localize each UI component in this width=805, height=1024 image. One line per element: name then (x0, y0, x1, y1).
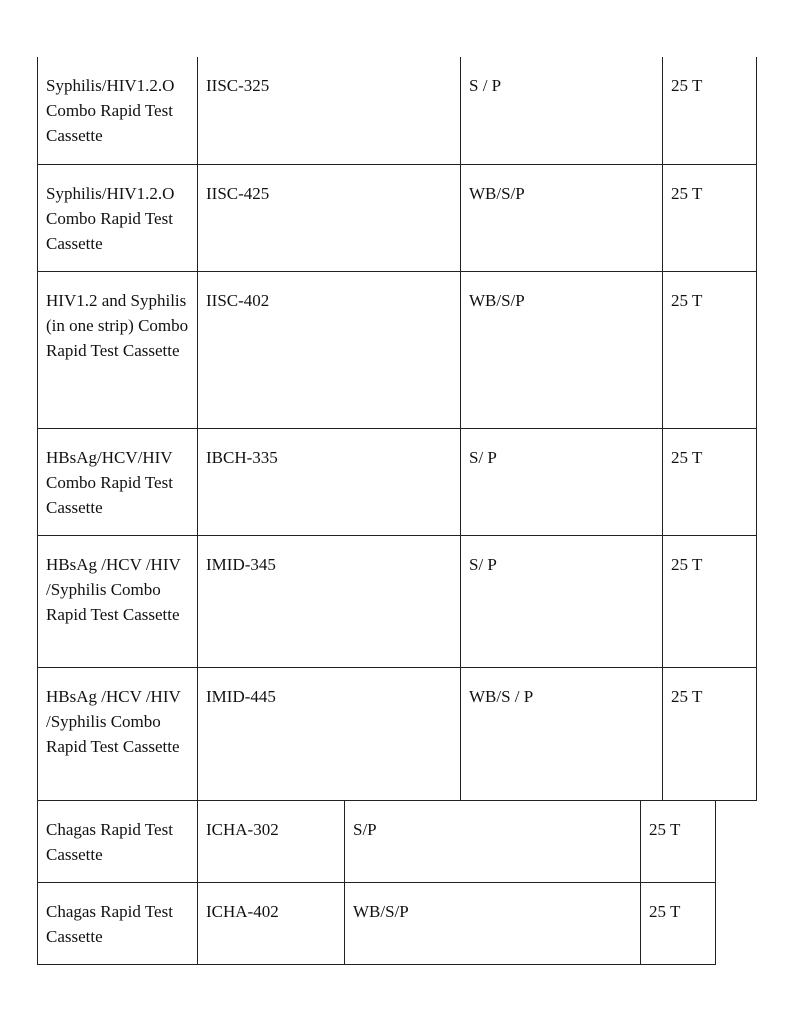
pack-size-cell: 25 T (663, 428, 757, 535)
specimen-cell: WB/S / P (461, 667, 663, 800)
product-code-cell: ICHA-402 (198, 883, 345, 965)
table-row (38, 801, 716, 883)
table-row (38, 164, 757, 271)
specimen-cell: WB/S/P (461, 271, 663, 428)
product-code-cell: IMID-445 (198, 667, 461, 800)
table-row (38, 667, 757, 800)
product-name-cell: Chagas Rapid Test Cassette (38, 883, 198, 965)
product-table-secondary (37, 800, 716, 965)
product-table-main (37, 57, 757, 801)
pack-size-cell: 25 T (663, 535, 757, 667)
specimen-cell: S/ P (461, 535, 663, 667)
product-code-cell: IISC-325 (198, 57, 461, 164)
product-name-cell: HIV1.2 and Syphilis (in one strip) Combo Rapid Test Cassette (38, 271, 198, 428)
table-row (38, 271, 757, 428)
pack-size-cell: 25 T (663, 271, 757, 428)
pack-size-cell: 25 T (663, 164, 757, 271)
product-name-cell: HBsAg/HCV/HIV Combo Rapid Test Cassette (38, 428, 198, 535)
pack-size-cell: 25 T (641, 883, 716, 965)
table-row (38, 535, 757, 667)
pack-size-cell: 25 T (663, 667, 757, 800)
product-code-cell: ICHA-302 (198, 801, 345, 883)
product-name-cell: HBsAg /HCV /HIV /Syphilis Combo Rapid Test Cassette (38, 535, 198, 667)
specimen-cell: S/ P (461, 428, 663, 535)
specimen-cell: WB/S/P (461, 164, 663, 271)
product-code-cell: IBCH-335 (198, 428, 461, 535)
product-name-cell: Syphilis/HIV1.2.O Combo Rapid Test Cassette (38, 164, 198, 271)
product-code-cell: IMID-345 (198, 535, 461, 667)
product-name-cell: Syphilis/HIV1.2.O Combo Rapid Test Cassette (38, 57, 198, 164)
product-code-cell: IISC-402 (198, 271, 461, 428)
table-row (38, 57, 757, 164)
product-name-cell: Chagas Rapid Test Cassette (38, 801, 198, 883)
pack-size-cell: 25 T (663, 57, 757, 164)
table-row (38, 883, 716, 965)
specimen-cell: WB/S/P (345, 883, 641, 965)
table-row (38, 428, 757, 535)
pack-size-cell: 25 T (641, 801, 716, 883)
specimen-cell: S / P (461, 57, 663, 164)
product-code-cell: IISC-425 (198, 164, 461, 271)
product-name-cell: HBsAg /HCV /HIV /Syphilis Combo Rapid Test Cassette (38, 667, 198, 800)
specimen-cell: S/P (345, 801, 641, 883)
